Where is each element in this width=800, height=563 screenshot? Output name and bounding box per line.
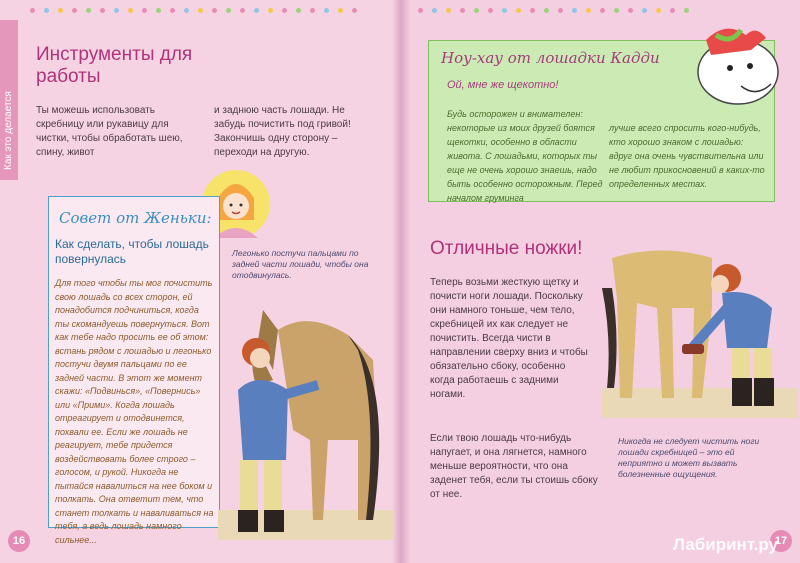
tip-box-zhenya (48, 196, 220, 545)
tip-kaddi-column-1: Будь осторожен и внимателен: некоторые из моих друзей боятся щекотки, особенно в области живота. С лошадьми, которых ты еще не очень хорошо знаешь, надо быть особенно осторожным. Перед началом груминга (447, 109, 603, 203)
decorative-dots-left (30, 8, 357, 18)
tip-title-kaddi: Ноу-хау от лошадки Кадди (441, 49, 660, 67)
decorative-dots-right (418, 8, 689, 18)
page-number-left: 16 (8, 530, 30, 552)
tip-text-zhenya: Для того чтобы ты мог почистить свою лошадь со всех сторон, ей понадобится подчиниться, когда ты скомандуешь повернуться. Вот как тебе надо просить ее об этом: встань рядом с лошадью и легонько постучи двумя пальцами по ее задней части. В этот же момент скажи: «Подвинься», «Повернись» или «Прими». Когда лошадь отреагирует и отодвинется, похвали ее. Если же лошадь не реагирует, тебе придется воздействовать более строго – голосом, и рукой. Никогда не пытайся навалиться на нее боком и толкать. Она ответит тем, что станет толкать и наваливаться на тебя, а ведь лошадь намного сильнее... (55, 278, 214, 545)
intro-column-1: Ты можешь использовать скребницу или рукавицу для чистки, чтобы обработать шею, спину, живот (36, 105, 183, 158)
left-title-line1: Инструменты для (36, 44, 193, 65)
section-side-tab (0, 20, 18, 180)
left-page-title (36, 44, 236, 88)
tip-kaddi-column-2: лучше всего спросить кого-нибудь, кто хорошо знаком с лошадью: вдруг она очень чувствительна или не любит прикосновений в каких-то определенных местах. (609, 123, 765, 189)
section-side-tab-label: Как это делается (3, 91, 14, 170)
right-caption: Никогда не следует чистить ноги лошади скребницей – это ей неприятно и может вызвать болезненные ощущения. (618, 436, 760, 479)
intro-column-2: и заднюю часть лошади. Не забудь почистить под гривой! Закончишь одну сторону – переходи на другую. (214, 105, 351, 158)
watermark: Лабиринт.ру (672, 535, 778, 554)
right-page-title: Отличные ножки! (430, 238, 583, 259)
legs-text-2: Если твою лошадь что-нибудь напугает, и она лягнется, намного меньше вероятности, что она заденет тебя, если ты стоишь сбоку от нее. (430, 433, 598, 500)
brushing-legs-illustration (602, 248, 797, 418)
left-title-line2: работы (36, 66, 101, 87)
tip-subtitle-zhenya: Как сделать, чтобы лошадь повернулась (55, 237, 209, 266)
legs-text-1: Теперь возьми жесткую щетку и почисти ноги лошади. Поскольку они намного тоньше, чем тело, скребницей их как следует не почистить. Всегда чисти в направлении сверху вниз и чтобы обязательно сбоку, особенно когда работаешь с задними ногами. (430, 277, 588, 400)
tip-title-zhenya: Совет от Женьки: (59, 209, 212, 227)
tip-subtitle-kaddi: Ой, мне же щекотно! (447, 79, 559, 91)
grooming-horse-illustration (218, 290, 393, 540)
left-caption: Легонько постучи пальцами по задней части лошади, чтобы она отодвинулась. (232, 248, 369, 280)
book-gutter (392, 0, 410, 563)
page-number-right: 17 (770, 530, 792, 552)
kaddi-horse-head-illustration (686, 20, 786, 110)
